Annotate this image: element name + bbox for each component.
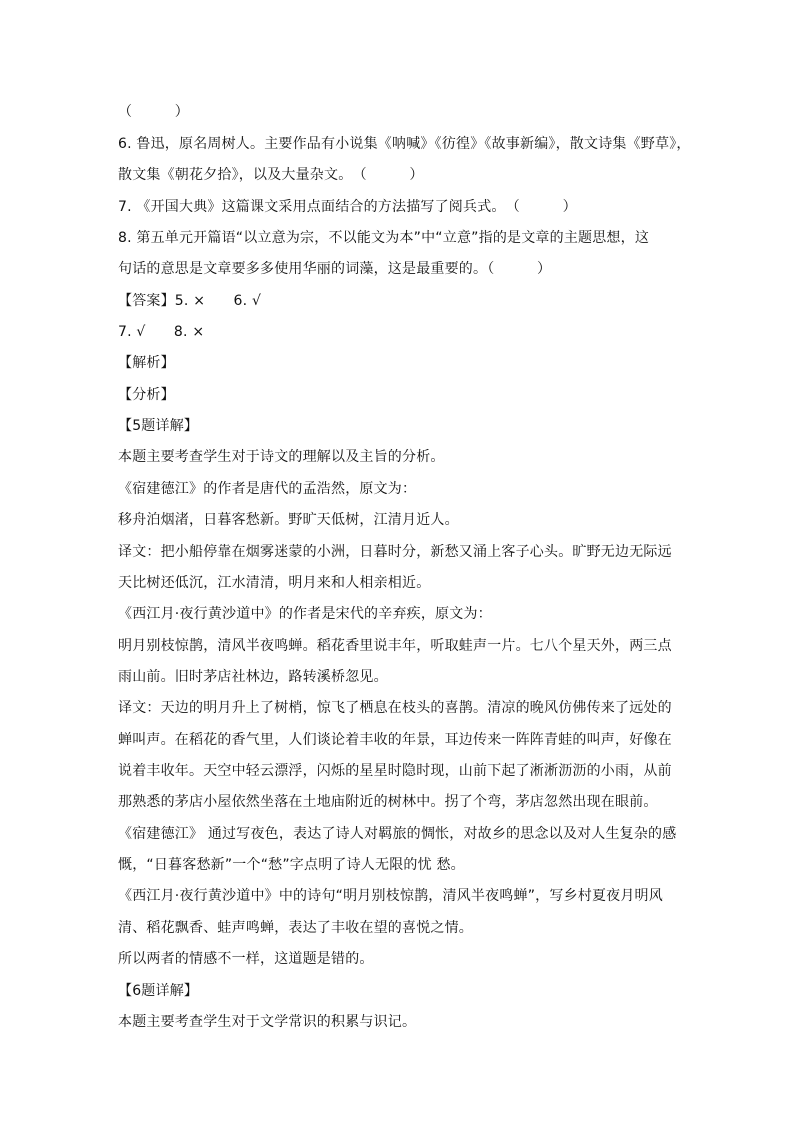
poem-1-translation-line-2: 天比树还低沉，江水清清，明月来和人相亲相近。 — [118, 575, 431, 591]
answer-line-2: 7. √ 8. × — [118, 324, 205, 340]
poem-1-author: 《宿建德江》的作者是唐代的孟浩然，原文为： — [118, 481, 417, 497]
detail-5-heading: 【5题详解】 — [118, 418, 199, 434]
poem-2-translation-line-2: 蝉叫声。在稻花的香气里，人们谈论着丰收的年景，耳边传来一阵阵青蛙的叫声，好像在 — [118, 732, 672, 748]
detail-6-intro: 本题主要考查学生对于文学常识的积累与识记。 — [118, 1014, 417, 1030]
poem-2-translation-line-4: 那熟悉的茅店小屋依然坐落在土地庙附近的树林中。拐了个弯，茅店忽然出现在眼前。 — [118, 794, 658, 810]
answer-line-1: 【答案】5. × 6. √ — [118, 293, 262, 309]
poem-2-author: 《西江月·夜行黄沙道中》的作者是宋代的辛弃疾，原文为： — [118, 606, 492, 622]
poem-1-translation-line-1: 译文：把小船停靠在烟雾迷蒙的小洲，日暮时分，新愁又涌上客子心头。旷野无边无际远 — [118, 544, 672, 560]
detail-5-intro: 本题主要考查学生对于诗文的理解以及主旨的分析。 — [118, 449, 445, 465]
question-7: 7. 《开国大典》这篇课文采用点面结合的方法描写了阅兵式。 （ ） — [118, 199, 577, 215]
question-6-line-1: 6. 鲁迅，原名周树人。主要作品有小说集《呐喊》《彷徨》《故事新编》，散文诗集《野草》， — [118, 136, 691, 152]
poem-2-text-line-2: 雨山前。旧时茅店社林边，路转溪桥忽见。 — [118, 669, 388, 685]
poem-2-analysis-line-2: 清、稻花飘香、蛙声鸣蝉，表达了丰收在望的喜悦之情。 — [118, 920, 473, 936]
question-8-line-2: 句话的意思是文章要多多使用华丽的词藻，这是最重要的。（ ） — [118, 261, 552, 277]
poem-1-analysis-line-2: 慨，“日暮客愁新”一个“愁”字点明了诗人无限的忧 愁。 — [118, 857, 465, 873]
poem-1-text: 移舟泊烟渚，日暮客愁新。野旷天低树，江清月近人。 — [118, 512, 459, 528]
question-6-line-2: 散文集《朝花夕拾》，以及大量杂文。 （ ） — [118, 167, 424, 183]
detail-5-conclusion: 所以两者的情感不一样，这道题是错的。 — [118, 951, 374, 967]
detail-6-heading: 【6题详解】 — [118, 983, 199, 999]
poem-2-analysis-line-1: 《西江月·夜行黄沙道中》中的诗句“明月别枝惊鹊，清风半夜鸣蝉”，写乡村夏夜月明风 — [118, 888, 663, 904]
poem-2-translation-line-1: 译文：天边的明月升上了树梢，惊飞了栖息在枝头的喜鹊。清凉的晚风仿佛传来了远处的 — [118, 700, 672, 716]
poem-2-translation-line-3: 说着丰收年。天空中轻云漂浮，闪烁的星星时隐时现，山前下起了淅淅沥沥的小雨，从前 — [118, 763, 672, 779]
answer-blank-5: （ ） — [118, 104, 189, 120]
question-8-line-1: 8. 第五单元开篇语“以立意为宗，不以能文为本”中“立意”指的是文章的主题思想，这 — [118, 230, 650, 246]
analysis-subheading: 【分析】 — [118, 387, 175, 403]
poem-2-text-line-1: 明月别枝惊鹊，清风半夜鸣蝉。稻花香里说丰年，听取蛙声一片。七八个星天外，两三点 — [118, 638, 672, 654]
poem-1-analysis-line-1: 《宿建德江》 通过写夜色，表达了诗人对羁旅的惆怅，对故乡的思念以及对人生复杂的感 — [118, 826, 677, 842]
analysis-heading: 【解析】 — [118, 355, 175, 371]
